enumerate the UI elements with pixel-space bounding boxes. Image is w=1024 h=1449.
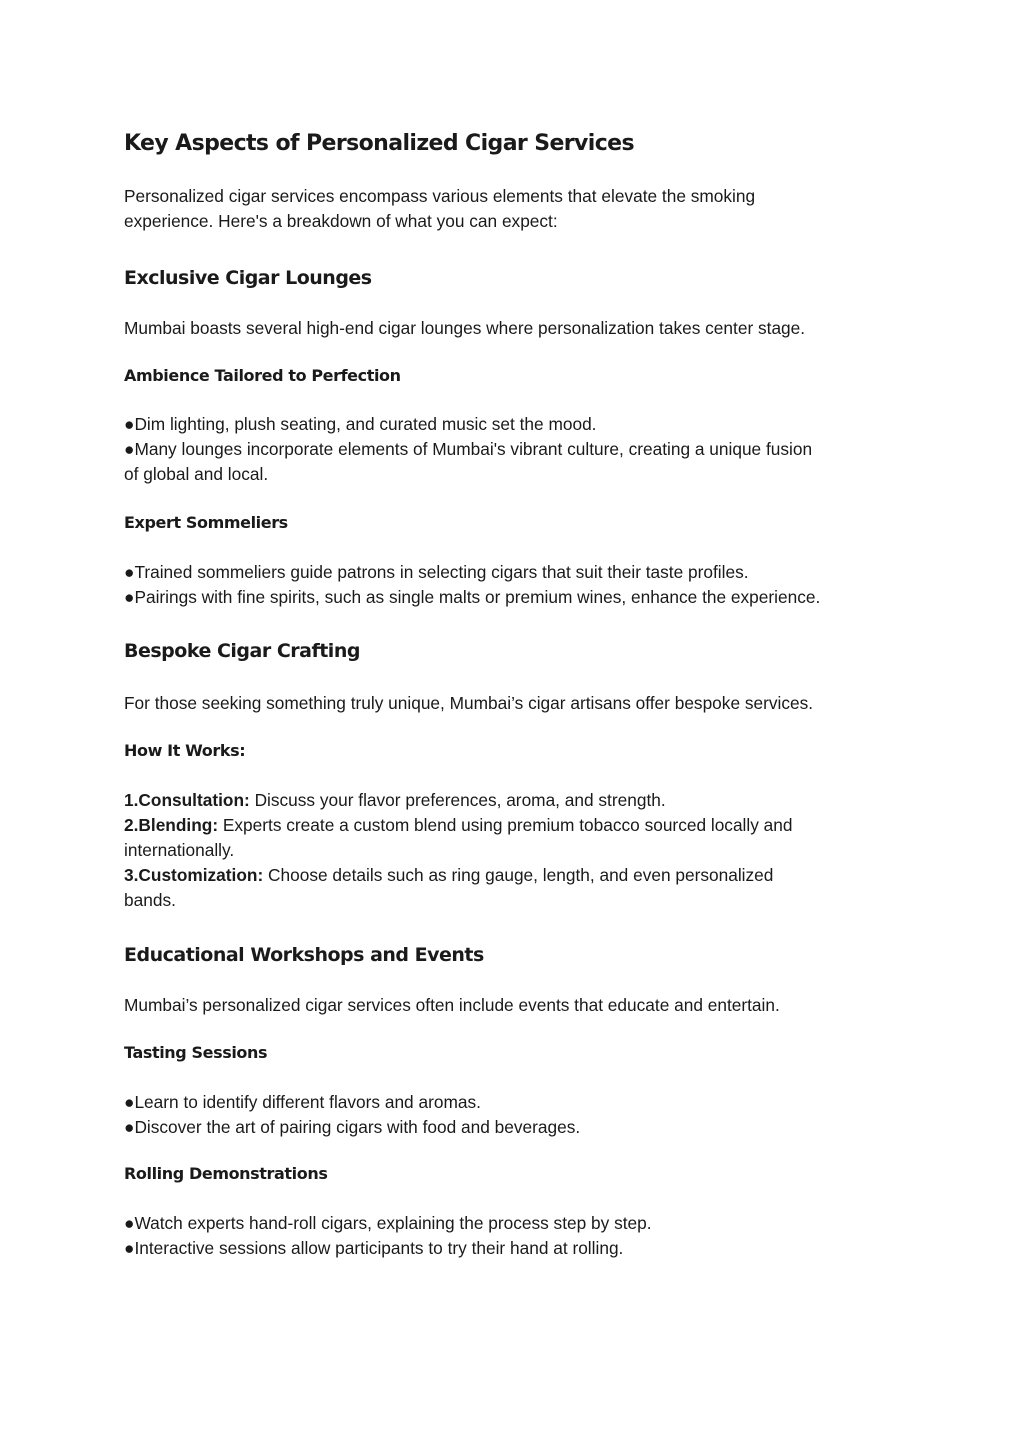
- list-item: ●Dim lighting, plush seating, and curated music set the mood.: [124, 414, 597, 434]
- list-item: ●Watch experts hand-roll cigars, explaining the process step by step.: [124, 1213, 652, 1233]
- step-label: 2.Blending:: [124, 815, 219, 835]
- section-heading-bespoke: Bespoke Cigar Crafting: [124, 640, 360, 662]
- list-item: ●Trained sommeliers guide patrons in selecting cigars that suit their taste profiles.: [124, 562, 749, 582]
- step-text-continuation: bands.: [124, 890, 176, 910]
- subheading-ambience: Ambience Tailored to Perfection: [124, 366, 401, 385]
- bespoke-paragraph: For those seeking something truly unique, Mumbai’s cigar artisans offer bespoke services.: [124, 693, 814, 713]
- tasting-bullets: [124, 1090, 894, 1140]
- list-item: ●Pairings with fine spirits, such as single malts or premium wines, enhance the experience.: [124, 587, 821, 607]
- step-text: Choose details such as ring gauge, length, and even personalized: [263, 865, 774, 885]
- subheading-rolling: Rolling Demonstrations: [124, 1164, 328, 1183]
- sommeliers-bullets: [124, 560, 894, 610]
- section-heading-lounges: Exclusive Cigar Lounges: [124, 267, 372, 289]
- step-label: 3.Customization:: [124, 865, 264, 885]
- list-item: ●Learn to identify different flavors and aromas.: [124, 1092, 481, 1112]
- step-text: Discuss your flavor preferences, aroma, and strength.: [249, 790, 666, 810]
- workshops-paragraph: Mumbai’s personalized cigar services often include events that educate and entertain.: [124, 995, 780, 1015]
- subheading-sommeliers: Expert Sommeliers: [124, 513, 288, 532]
- section-heading-workshops: Educational Workshops and Events: [124, 944, 484, 966]
- lounges-paragraph: Mumbai boasts several high-end cigar lounges where personalization takes center stage.: [124, 318, 806, 338]
- list-item: ●Interactive sessions allow participants to try their hand at rolling.: [124, 1238, 624, 1258]
- page-title: Key Aspects of Personalized Cigar Services: [124, 131, 634, 156]
- step-text-continuation: internationally.: [124, 840, 235, 860]
- intro-line: Personalized cigar services encompass various elements that elevate the smoking: [124, 186, 756, 206]
- intro-paragraph: [124, 184, 894, 234]
- subheading-tasting: Tasting Sessions: [124, 1043, 268, 1062]
- intro-line: experience. Here's a breakdown of what you can expect:: [124, 211, 558, 231]
- rolling-bullets: [124, 1211, 894, 1261]
- ambience-bullets: [124, 412, 894, 487]
- list-item-continuation: of global and local.: [124, 464, 269, 484]
- list-item: ●Discover the art of pairing cigars with food and beverages.: [124, 1117, 581, 1137]
- how-it-works-steps: [124, 788, 894, 913]
- list-item: ●Many lounges incorporate elements of Mumbai's vibrant culture, creating a unique fusion: [124, 439, 813, 459]
- step-text: Experts create a custom blend using premium tobacco sourced locally and: [218, 815, 793, 835]
- step-label: 1.Consultation:: [124, 790, 250, 810]
- subheading-how-it-works: How It Works:: [124, 741, 246, 760]
